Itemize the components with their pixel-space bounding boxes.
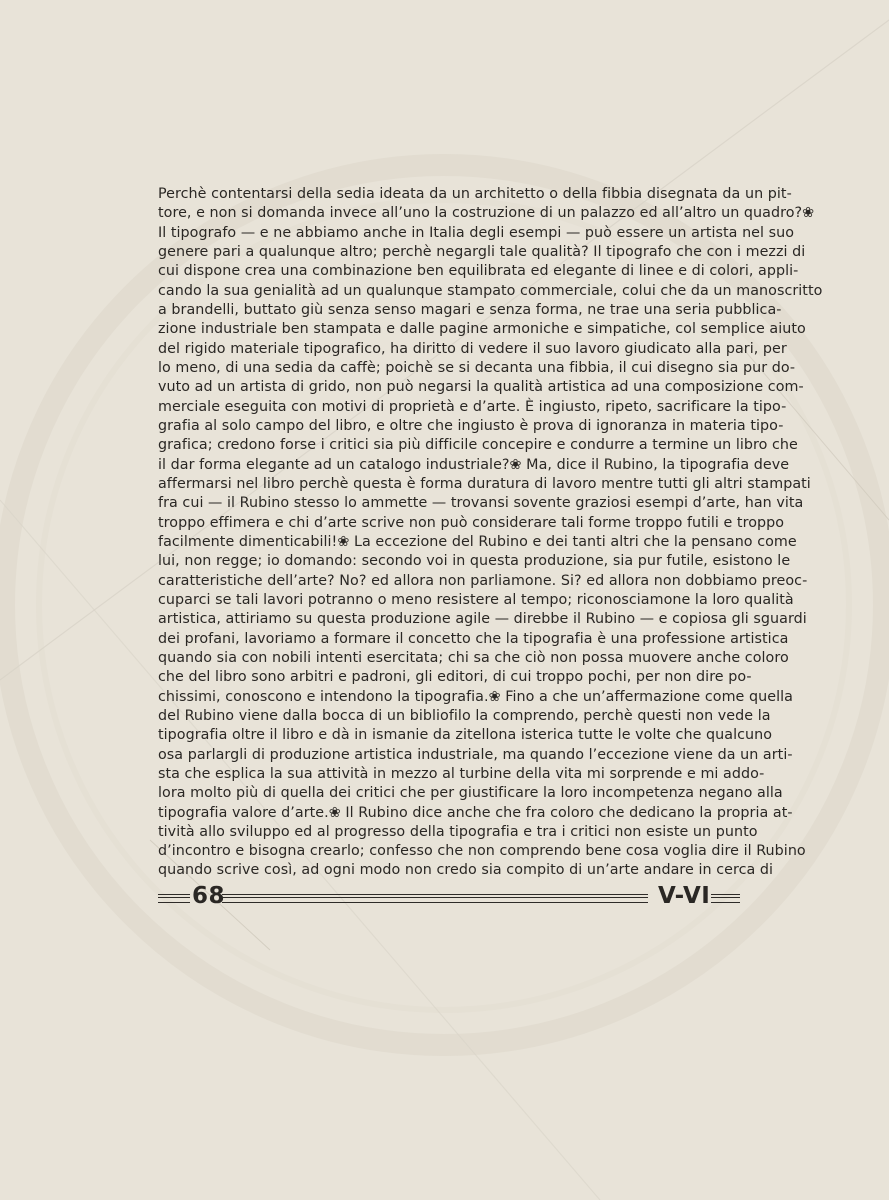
text-line: zione industriale ben stampata e dalle pagine armoniche e simpatiche, col semplice aiuto	[158, 321, 806, 338]
text-line: chissimi, conoscono e intendono la tipografia.❀ Fino a che un’affermazione come quella	[158, 688, 793, 705]
text-line: tività allo sviluppo ed al progresso della tipografia e tra i critici non esiste un punto	[158, 823, 758, 840]
text-line: merciale eseguita con motivi di proprietà e d’arte. È ingiusto, ripeto, sacrificare la tipo-	[158, 398, 787, 415]
text-line: facilmente dimenticabili!❀ La eccezione del Rubino e dei tanti altri che la pensano come	[158, 533, 797, 550]
text-line: sta che esplica la sua attività in mezzo al turbine della vita mi sorprende e mi addo-	[158, 765, 765, 782]
issue-number: V-VI	[658, 883, 711, 909]
text-line: dei profani, lavoriamo a formare il concetto che la tipografia è una professione artistica	[158, 630, 789, 647]
text-line: quando sia con nobili intenti esercitata; chi sa che ciò non possa muovere anche coloro	[158, 649, 789, 666]
page-footer	[158, 883, 740, 913]
text-line: caratteristiche dell’arte? No? ed allora non parliamone. Si? ed allora non dobbiamo preoc-	[158, 572, 808, 589]
text-line: affermarsi nel libro perchè questa è forma duratura di lavoro mentre tutti gli altri stampati	[158, 475, 811, 492]
text-line: cando la sua genialità ad un qualunque stampato commerciale, colui che da un manoscritto	[158, 282, 823, 299]
article-body	[158, 185, 823, 881]
text-line: lora molto più di quella dei critici che per giustificare la loro incompetenza negano alla	[158, 785, 783, 802]
text-line: lui, non regge; io domando: secondo voi in questa produzione, sia pur futile, esistono le	[158, 553, 791, 570]
text-line: grafia al solo campo del libro, e oltre che ingiusto è prova di ignoranza in materia tipo-	[158, 417, 784, 434]
footer-rule-right	[711, 894, 740, 903]
text-line: osa parlargli di produzione artistica industriale, ma quando l’eccezione viene da un arti-	[158, 746, 793, 763]
text-line: del rigido materiale tipografico, ha diritto di vedere il suo lavoro giudicato alla pari, per	[158, 340, 787, 357]
footer-rule-left	[158, 894, 190, 903]
text-line: Il tipografo — e ne abbiamo anche in Italia degli esempi — può essere un artista nel suo	[158, 224, 795, 241]
text-line: vuto ad un artista di grido, non può negarsi la qualità artistica ad una composizione com-	[158, 379, 804, 396]
text-line: fra cui — il Rubino stesso lo ammette — trovansi sovente graziosi esempi d’arte, han vita	[158, 495, 804, 512]
text-line: tipografia oltre il libro e dà in ismanie da zitellona isterica tutte le volte che qualcuno	[158, 727, 773, 744]
text-line: lo meno, di una sedia da caffè; poichè se si decanta una fibbia, il cui disegno sia pur do-	[158, 359, 796, 376]
text-line: cuparci se tali lavori potranno o meno resistere al tempo; riconosciamone la loro qualità	[158, 591, 794, 608]
text-line: d’incontro e bisogna crearlo; confesso che non comprendo bene cosa voglia dire il Rubino	[158, 843, 806, 860]
text-line: cui dispone crea una combinazione ben equilibrata ed elegante di linee e di colori, appli-	[158, 263, 799, 280]
text-line: artistica, attiriamo su questa produzione agile — direbbe il Rubino — e copiosa gli sguardi	[158, 611, 807, 628]
text-line: tore, e non si domanda invece all’uno la costruzione di un palazzo ed all’altro un quadro?❀	[158, 205, 815, 222]
footer-rule-middle	[222, 894, 648, 903]
text-line: a brandelli, buttato giù senza senso magari e senza forma, ne trae una seria pubblica-	[158, 301, 782, 318]
text-line: tipografia valore d’arte.❀ Il Rubino dice anche che fra coloro che dedicano la propria at-	[158, 804, 793, 821]
text-line: grafica; credono forse i critici sia più difficile concepire e condurre a termine un libro che	[158, 437, 798, 454]
text-line: genere pari a qualunque altro; perchè negargli tale qualità? Il tipografo che con i mezzi di	[158, 243, 806, 260]
text-line: del Rubino viene dalla bocca di un bibliofilo la comprendo, perchè questi non vede la	[158, 707, 771, 724]
text-line: troppo effimera e chi d’arte scrive non può considerare tali forme troppo futili e troppo	[158, 514, 785, 531]
text-line: Perchè contentarsi della sedia ideata da un architetto o della fibbia disegnata da un pit-	[158, 186, 792, 202]
text-line: il dar forma elegante ad un catalogo industriale?❀ Ma, dice il Rubino, la tipografia deve	[158, 456, 790, 473]
page-number: 68	[192, 883, 226, 909]
text-line: quando scrive così, ad ogni modo non credo sia compito di un’arte andare in cerca di	[158, 862, 774, 879]
text-line: che del libro sono arbitri e padroni, gli editori, di cui troppo pochi, per non dire po-	[158, 669, 752, 686]
